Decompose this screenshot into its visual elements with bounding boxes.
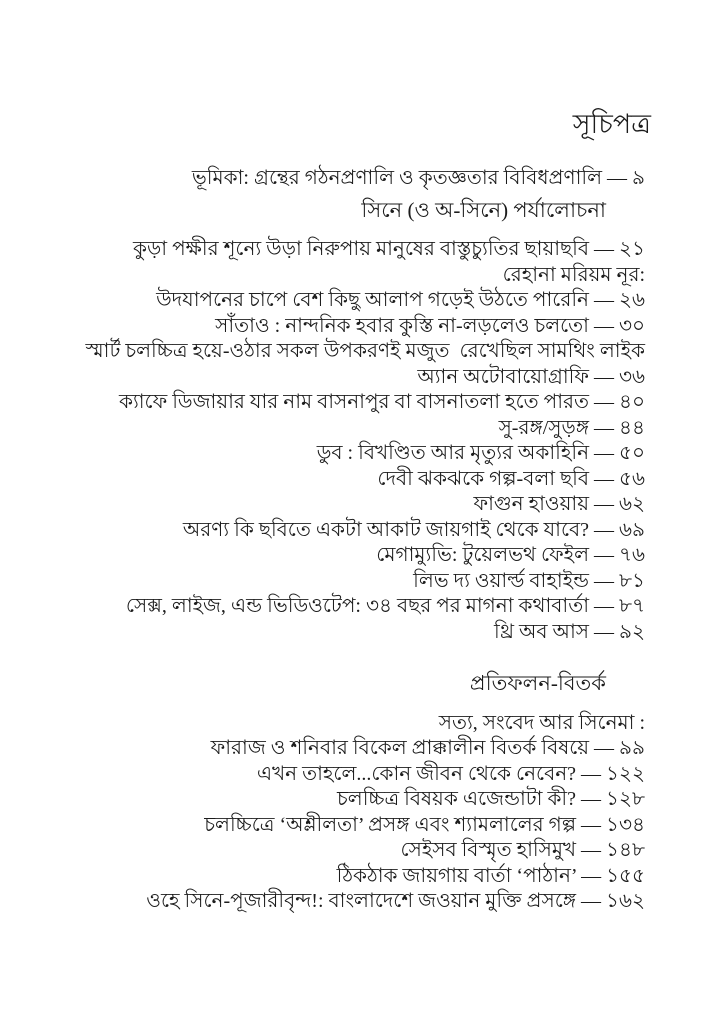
toc-entry-line: ভূমিকা: গ্রন্থের গঠনপ্রণালি ও কৃতজ্ঞতার বিবিধপ্রণালি — ৯ — [191, 167, 645, 189]
entry-list — [60, 237, 645, 645]
toc-entry-line: সু-রঙ্গ/সুড়ঙ্গ — ৪৪ — [498, 416, 645, 439]
toc-entry-line: ওহে সিনে-পূজারীবৃন্দ!: বাংলাদেশে জওয়ান মুক্তি প্রসঙ্গে — ১৬২ — [146, 890, 645, 912]
toc-section — [60, 671, 645, 915]
toc-entry-line: সাঁতাও : নান্দনিক হবার কুস্তি না-লড়লেও চলতো — ৩০ — [215, 314, 645, 337]
toc-entry-line: চলচ্চিত্রে ‘অশ্লীলতা’ প্রসঙ্গ এবং শ্যামলালের গল্প — ১৩৪ — [204, 813, 645, 836]
toc-section — [60, 198, 645, 646]
toc-entry-line: লিভ দ্য ওয়ার্ল্ড বাহাইন্ড — ৮১ — [413, 569, 645, 592]
section-heading: প্রতিফলন-বিতর্ক — [469, 671, 606, 695]
page-title: সূচিপত্র — [572, 109, 651, 139]
toc-entry-line: অরণ্য কি ছবিতে একটা আকাট জায়গাই থেকে যাবে? — ৬৯ — [182, 518, 645, 541]
entry-list — [60, 711, 645, 915]
toc-entry-line: সত্য, সংবেদ আর সিনেমা : — [438, 711, 645, 734]
toc-entry-line: ফাগুন হাওয়ায় — ৬২ — [473, 493, 645, 515]
toc-entry-line: এখন তাহলে...কোন জীবন থেকে নেবেন? — ১২২ — [256, 762, 645, 785]
toc-entry-line: থ্রি অব আস — ৯২ — [494, 620, 645, 643]
toc-entry-line: মেগাম্যুভি: টুয়েলভথ ফেইল — ৭৬ — [376, 544, 645, 566]
toc-entry-line: ঠিকঠাক জায়গায় বার্তা ‘পাঠান’ — ১৫৫ — [336, 864, 645, 887]
section-heading: সিনে (ও অ-সিনে) পর্যালোচনা — [361, 197, 606, 222]
toc-entry-line: সেইসব বিস্মৃত হাসিমুখ — ১৪৮ — [400, 839, 645, 861]
toc-entry-line: উদযাপনের চাপে বেশ কিছু আলাপ গড়েই উঠতে পারেনি — ২৬ — [156, 289, 645, 311]
toc-entry-line: ক্যাফে ডিজায়ার যার নাম বাসনাপুর বা বাসনাতলা হতে পারত — ৪০ — [118, 391, 645, 413]
toc-entry-line: চলচ্চিত্র বিষয়ক এজেন্ডাটা কী? — ১২৮ — [337, 788, 645, 810]
toc-entry-line: দেবী ঝকঝকে গল্প-বলা ছবি — ৫৬ — [377, 467, 645, 490]
toc-sections — [60, 198, 645, 915]
toc-entry-line: অ্যান অটোবায়োগ্রাফি — ৩৬ — [417, 365, 645, 388]
toc-entry-line: কুড়া পক্ষীর শূন্যে উড়া নিরুপায় মানুষের বাস্তুচ্যুতির ছায়াছবি — ২১ — [133, 238, 645, 260]
toc-entry-line: রেহানা মরিয়ম নূর: — [502, 263, 645, 286]
toc-entry-line: সেক্স, লাইজ, এন্ড ভিডিওটেপ: ৩৪ বছর পর মাগনা কথাবার্তা — ৮৭ — [125, 595, 645, 617]
toc-entry-line: ফারাজ ও শনিবার বিকেল প্রাক্কালীন বিতর্ক বিষয়ে — ৯৯ — [210, 737, 645, 759]
toc-entry-line: ডুব : বিখণ্ডিত আর মৃত্যুর অকাহিনি — ৫০ — [316, 442, 645, 464]
toc-entry-line: স্মার্ট চলচ্চিত্র হয়ে-ওঠার সকল উপকরণই মজুত রেখেছিল সামথিং লাইক — [85, 340, 645, 362]
front-matter — [60, 166, 645, 192]
